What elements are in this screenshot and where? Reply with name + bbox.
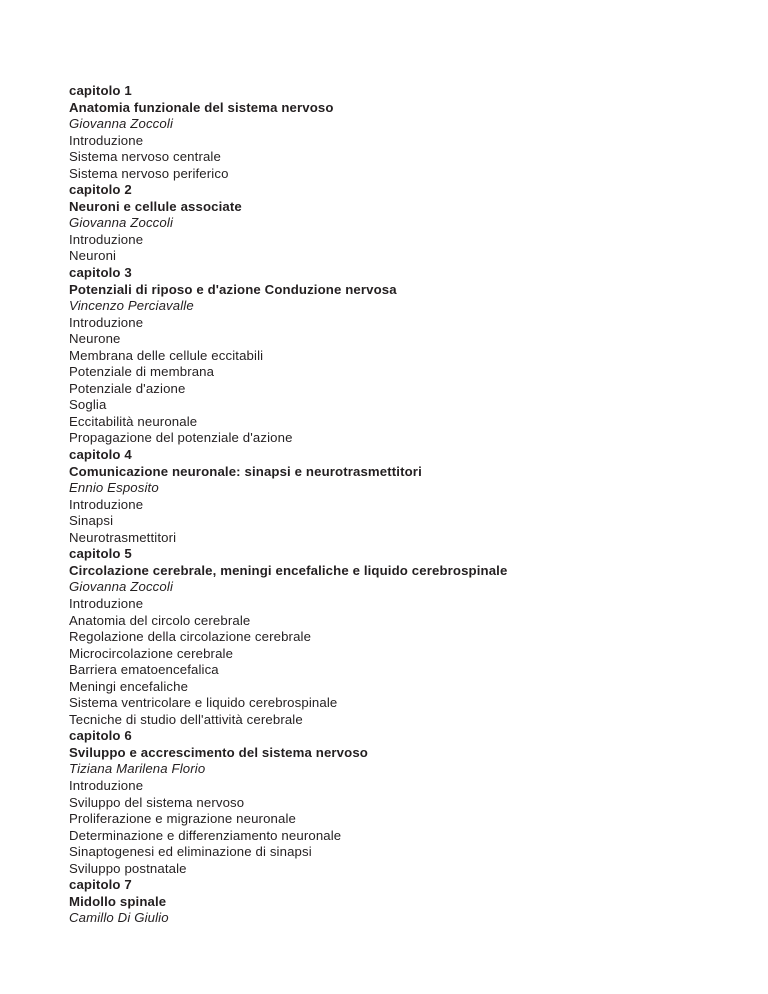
toc-entry: Anatomia del circolo cerebrale bbox=[69, 612, 251, 628]
chapter-title: Anatomia funzionale del sistema nervoso bbox=[69, 99, 334, 115]
toc-entry: Barriera ematoencefalica bbox=[69, 662, 219, 678]
toc-entry: Tecniche di studio dell'attività cerebrale bbox=[69, 711, 303, 727]
toc-entry: Sviluppo del sistema nervoso bbox=[69, 794, 245, 810]
toc-entry: Meningi encefaliche bbox=[69, 678, 189, 694]
chapter-title: Sviluppo e accrescimento del sistema nervoso bbox=[69, 744, 368, 760]
chapter-number: capitolo 4 bbox=[69, 447, 132, 463]
chapter-title: Circolazione cerebrale, meningi encefaliche e liquido cerebrospinale bbox=[69, 562, 508, 578]
chapter-author: Tiziana Marilena Florio bbox=[69, 761, 206, 777]
toc-entry: Neurone bbox=[69, 331, 121, 347]
toc-entry: Soglia bbox=[69, 397, 107, 413]
toc-entry: Neurotrasmettitori bbox=[69, 529, 177, 545]
chapter-author: Giovanna Zoccoli bbox=[69, 116, 173, 132]
toc-entry: Introduzione bbox=[69, 777, 144, 793]
toc-entry: Sviluppo postnatale bbox=[69, 860, 187, 876]
toc-entry: Introduzione bbox=[69, 231, 144, 247]
chapter-number: capitolo 6 bbox=[69, 728, 132, 744]
toc-entry: Sistema nervoso centrale bbox=[69, 149, 221, 165]
chapter-number: capitolo 2 bbox=[69, 182, 132, 198]
toc-entry: Determinazione e differenziamento neuronale bbox=[69, 827, 342, 843]
toc-entry: Sistema nervoso periferico bbox=[69, 165, 229, 181]
chapter-author: Giovanna Zoccoli bbox=[69, 215, 173, 231]
toc-entry: Potenziale di membrana bbox=[69, 364, 215, 380]
chapter-title: Neuroni e cellule associate bbox=[69, 198, 242, 214]
toc-entry: Potenziale d'azione bbox=[69, 380, 186, 396]
toc-entry: Propagazione del potenziale d'azione bbox=[69, 430, 293, 446]
toc-entry: Sinapsi bbox=[69, 513, 114, 529]
toc-entry: Introduzione bbox=[69, 132, 144, 148]
chapter-author: Vincenzo Perciavalle bbox=[69, 298, 194, 314]
chapter-title: Midollo spinale bbox=[69, 893, 167, 909]
chapter-number: capitolo 1 bbox=[69, 83, 132, 98]
toc-entry: Introduzione bbox=[69, 595, 144, 611]
chapter-title: Potenziali di riposo e d'azione Conduzione nervosa bbox=[69, 281, 397, 297]
table-of-contents bbox=[69, 83, 709, 927]
chapter-number: capitolo 5 bbox=[69, 546, 132, 562]
toc-entry: Regolazione della circolazione cerebrale bbox=[69, 629, 312, 645]
toc-entry: Microcircolazione cerebrale bbox=[69, 645, 234, 661]
toc-entry: Introduzione bbox=[69, 496, 144, 512]
chapter-number: capitolo 7 bbox=[69, 877, 132, 893]
toc-entry: Proliferazione e migrazione neuronale bbox=[69, 811, 297, 827]
chapter-author: Giovanna Zoccoli bbox=[69, 579, 173, 595]
chapter-author: Ennio Esposito bbox=[69, 480, 159, 496]
chapter-number: capitolo 3 bbox=[69, 265, 132, 281]
chapter-author: Camillo Di Giulio bbox=[69, 910, 169, 926]
toc-entry: Membrana delle cellule eccitabili bbox=[69, 347, 264, 363]
toc-entry: Introduzione bbox=[69, 314, 144, 330]
toc-entry: Neuroni bbox=[69, 248, 117, 264]
toc-entry: Sinaptogenesi ed eliminazione di sinapsi bbox=[69, 844, 312, 860]
toc-entry: Eccitabilità neuronale bbox=[69, 413, 198, 429]
toc-entry: Sistema ventricolare e liquido cerebrospinale bbox=[69, 695, 338, 711]
chapter-title: Comunicazione neuronale: sinapsi e neurotrasmettitori bbox=[69, 463, 422, 479]
